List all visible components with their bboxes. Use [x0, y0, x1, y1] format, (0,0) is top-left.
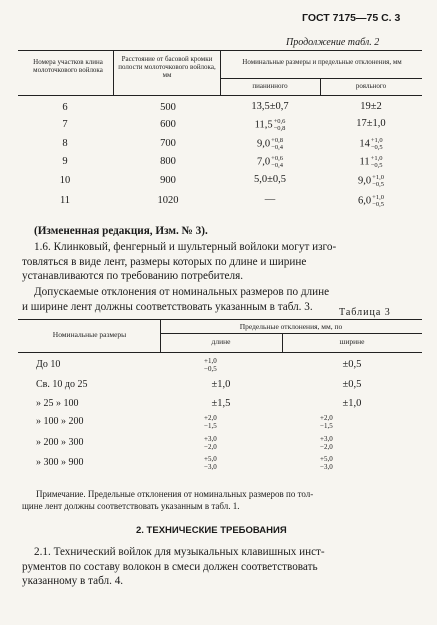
t2-row-royal-tol-upper: +1,0: [370, 137, 383, 144]
t2-row-distance: 1020: [157, 195, 179, 206]
t2-row-royal-tolerance: [372, 174, 384, 188]
t3-row-length: ±1,0: [211, 379, 231, 390]
t3-len-lower: −3,0: [204, 463, 217, 471]
t2-row-pianino-tol-lower: −0,4: [271, 144, 283, 151]
t2-row-pianino-base: —: [264, 194, 276, 205]
t3-row-label: » 200 » 300: [36, 437, 84, 448]
t2-row-number: 11: [59, 195, 71, 206]
t3-len-lower: −0,5: [204, 365, 217, 373]
t3-len-lower: −2,0: [204, 443, 217, 451]
t3-row-width-tolerance: [320, 414, 333, 430]
t2-row-number: 8: [62, 138, 68, 149]
t3-wid-upper: +5,0: [320, 455, 333, 463]
t2-row-pianino: [222, 101, 318, 112]
t3-wid-upper: +3,0: [320, 435, 333, 443]
t3-wid-lower: −3,0: [320, 463, 333, 471]
t3-group-header: Предельные отклонения, мм, по: [239, 322, 343, 331]
t2-row-distance: 500: [160, 102, 176, 113]
t2-row-royal-base: 19±2: [360, 101, 382, 112]
t3-len-upper: +1,0: [204, 357, 217, 365]
para-line: 1.6. Клинковый, фенгерный и шультерный войлоки могут изго-: [34, 241, 337, 253]
t2-row-royal: [322, 155, 420, 169]
t2-sub-royal: рояльного: [355, 82, 387, 90]
t3-row-width-tolerance: [320, 435, 333, 451]
para-line: Допускаемые отклонения от номинальных размеров по длине: [34, 286, 330, 298]
t2-row-distance: 800: [160, 156, 176, 167]
t3-row-length-tolerance: [204, 414, 217, 430]
t2-row-royal: [322, 101, 420, 112]
para-line: устанавливаются по требованию потребителя.: [22, 270, 244, 282]
t2-row-pianino-tol-upper: +0,6: [271, 155, 283, 162]
t2-row-royal-tol-upper: +1,0: [372, 194, 384, 201]
table2-continuation: Продолжение табл. 2: [286, 37, 380, 48]
note-line: щине лент должны соответствовать указанным в табл. 1.: [22, 501, 240, 511]
t2-row-pianino-tolerance: [271, 137, 283, 151]
section-title: 2. ТЕХНИЧЕСКИЕ ТРЕБОВАНИЯ: [136, 525, 287, 536]
t2-row-royal: [322, 137, 420, 151]
paragraph-2-1: [22, 545, 429, 589]
table3-caption: Таблица 3: [339, 307, 391, 318]
t2-row-royal-tol-upper: +1,0: [372, 174, 384, 181]
t2-row-pianino-tolerance: [271, 155, 283, 169]
t2-row-royal-tolerance: [371, 155, 383, 169]
t3-wid-lower: −2,0: [320, 443, 333, 451]
page-header: ГОСТ 7175—75 С. 3: [302, 12, 401, 24]
para-line: рументов по составу волокон в смеси должен соответствовать: [22, 560, 318, 573]
t2-row-royal: [322, 194, 420, 208]
t2-row-royal: [322, 118, 420, 129]
t3-row-width: ±0,5: [342, 359, 362, 370]
t2-row-pianino-base: 11,5: [254, 119, 273, 131]
t2-col3-header: Номинальные размеры и предельные отклонения, мм: [242, 58, 402, 66]
t3-len-upper: +5,0: [204, 455, 217, 463]
t2-row-pianino: [222, 174, 318, 185]
para-line: и ширине лент должны соответствовать указанным в табл. 3.: [22, 300, 313, 313]
t2-row-distance: 700: [160, 138, 176, 149]
t2-row-number: 6: [62, 102, 68, 113]
t2-row-royal-base: 14: [359, 138, 370, 150]
t2-row-pianino-tol-upper: +0,6: [273, 118, 286, 125]
t3-sub-width: ширине: [339, 337, 365, 346]
t2-row-pianino: [222, 194, 318, 205]
t3-row-width-tolerance: [320, 455, 333, 471]
t2-row-royal-tol-lower: −0,5: [372, 181, 384, 188]
t3-row-label: Св. 10 до 25: [36, 379, 88, 390]
t3-row-label: До 10: [36, 359, 61, 370]
t3-row-width: ±0,5: [342, 379, 362, 390]
t3-row-label: » 25 » 100: [36, 398, 79, 409]
t3-row-length-tolerance: [204, 357, 217, 373]
t2-row-royal-tol-upper: +1,0: [370, 155, 383, 162]
t3-wid-upper: +2,0: [320, 414, 333, 422]
t3-len-lower: −1,5: [204, 422, 217, 430]
t2-sub-pianino: пианинного: [252, 82, 288, 90]
t2-row-royal-base: 9,0: [358, 175, 372, 187]
t3-len-upper: +2,0: [204, 414, 217, 422]
t2-row-royal-base: 11: [359, 156, 370, 168]
note-line: Примечание. Предельные отклонения от номинальных размеров по тол-: [36, 489, 314, 499]
t2-row-pianino: [222, 137, 318, 151]
t2-row-number: 7: [62, 119, 68, 130]
t2-col2-header: Расстояние от басовой кромки полости молоточкового войлока, мм: [118, 55, 216, 79]
t2-row-royal-tol-lower: −0,5: [370, 144, 383, 151]
para-line: товляться в виде лент, размеры которых по длине и ширине: [22, 255, 307, 268]
t3-len-upper: +3,0: [204, 435, 217, 443]
t3-row-length-tolerance: [204, 455, 217, 471]
t3-row-label: » 300 » 900: [36, 457, 84, 468]
t2-row-royal-base: 6,0: [358, 195, 372, 207]
t2-row-royal-base: 17±1,0: [356, 118, 386, 129]
t2-row-number: 10: [59, 175, 71, 186]
t2-row-distance: 900: [160, 175, 176, 186]
t2-row-pianino-base: 13,5±0,7: [251, 101, 289, 112]
t2-col1-header: Номера участков клина молоточкового войлока: [33, 58, 103, 74]
t2-row-pianino-tol-lower: −0,8: [273, 125, 286, 132]
t2-row-royal: [322, 174, 420, 188]
t2-row-pianino-base: 5,0±0,5: [253, 174, 286, 185]
para-line: 2.1. Технический войлок для музыкальных клавишных инст-: [34, 546, 325, 558]
t3-col1-header: Номинальные размеры: [52, 330, 127, 339]
table3-note: [22, 488, 314, 512]
t2-row-pianino-tolerance: [274, 118, 286, 132]
t2-row-royal-tol-lower: −0,5: [372, 201, 384, 208]
t2-row-number: 9: [62, 156, 68, 167]
paragraph-1-6: [22, 240, 429, 284]
t2-row-pianino-tol-upper: +0,8: [271, 137, 283, 144]
t2-row-pianino: [222, 118, 318, 132]
para-line: указанному в табл. 4.: [22, 575, 124, 587]
t2-row-pianino: [222, 155, 318, 169]
t3-wid-lower: −1,5: [320, 422, 333, 430]
t2-row-distance: 600: [160, 119, 176, 130]
t2-row-pianino-tol-lower: −0,4: [271, 162, 283, 169]
t3-row-length: ±1,5: [211, 398, 231, 409]
t3-row-length-tolerance: [204, 435, 217, 451]
t3-row-width: ±1,0: [342, 398, 362, 409]
t2-row-pianino-base: 7,0: [257, 156, 271, 168]
t2-row-royal-tolerance: [372, 194, 384, 208]
t3-row-label: » 100 » 200: [36, 416, 84, 427]
amendment-note: (Измененная редакция, Изм. № 3).: [34, 225, 208, 237]
t2-row-royal-tol-lower: −0,5: [370, 162, 383, 169]
t3-sub-length: длине: [211, 337, 231, 346]
t2-row-royal-tolerance: [371, 137, 383, 151]
t2-row-pianino-base: 9,0: [257, 138, 271, 150]
